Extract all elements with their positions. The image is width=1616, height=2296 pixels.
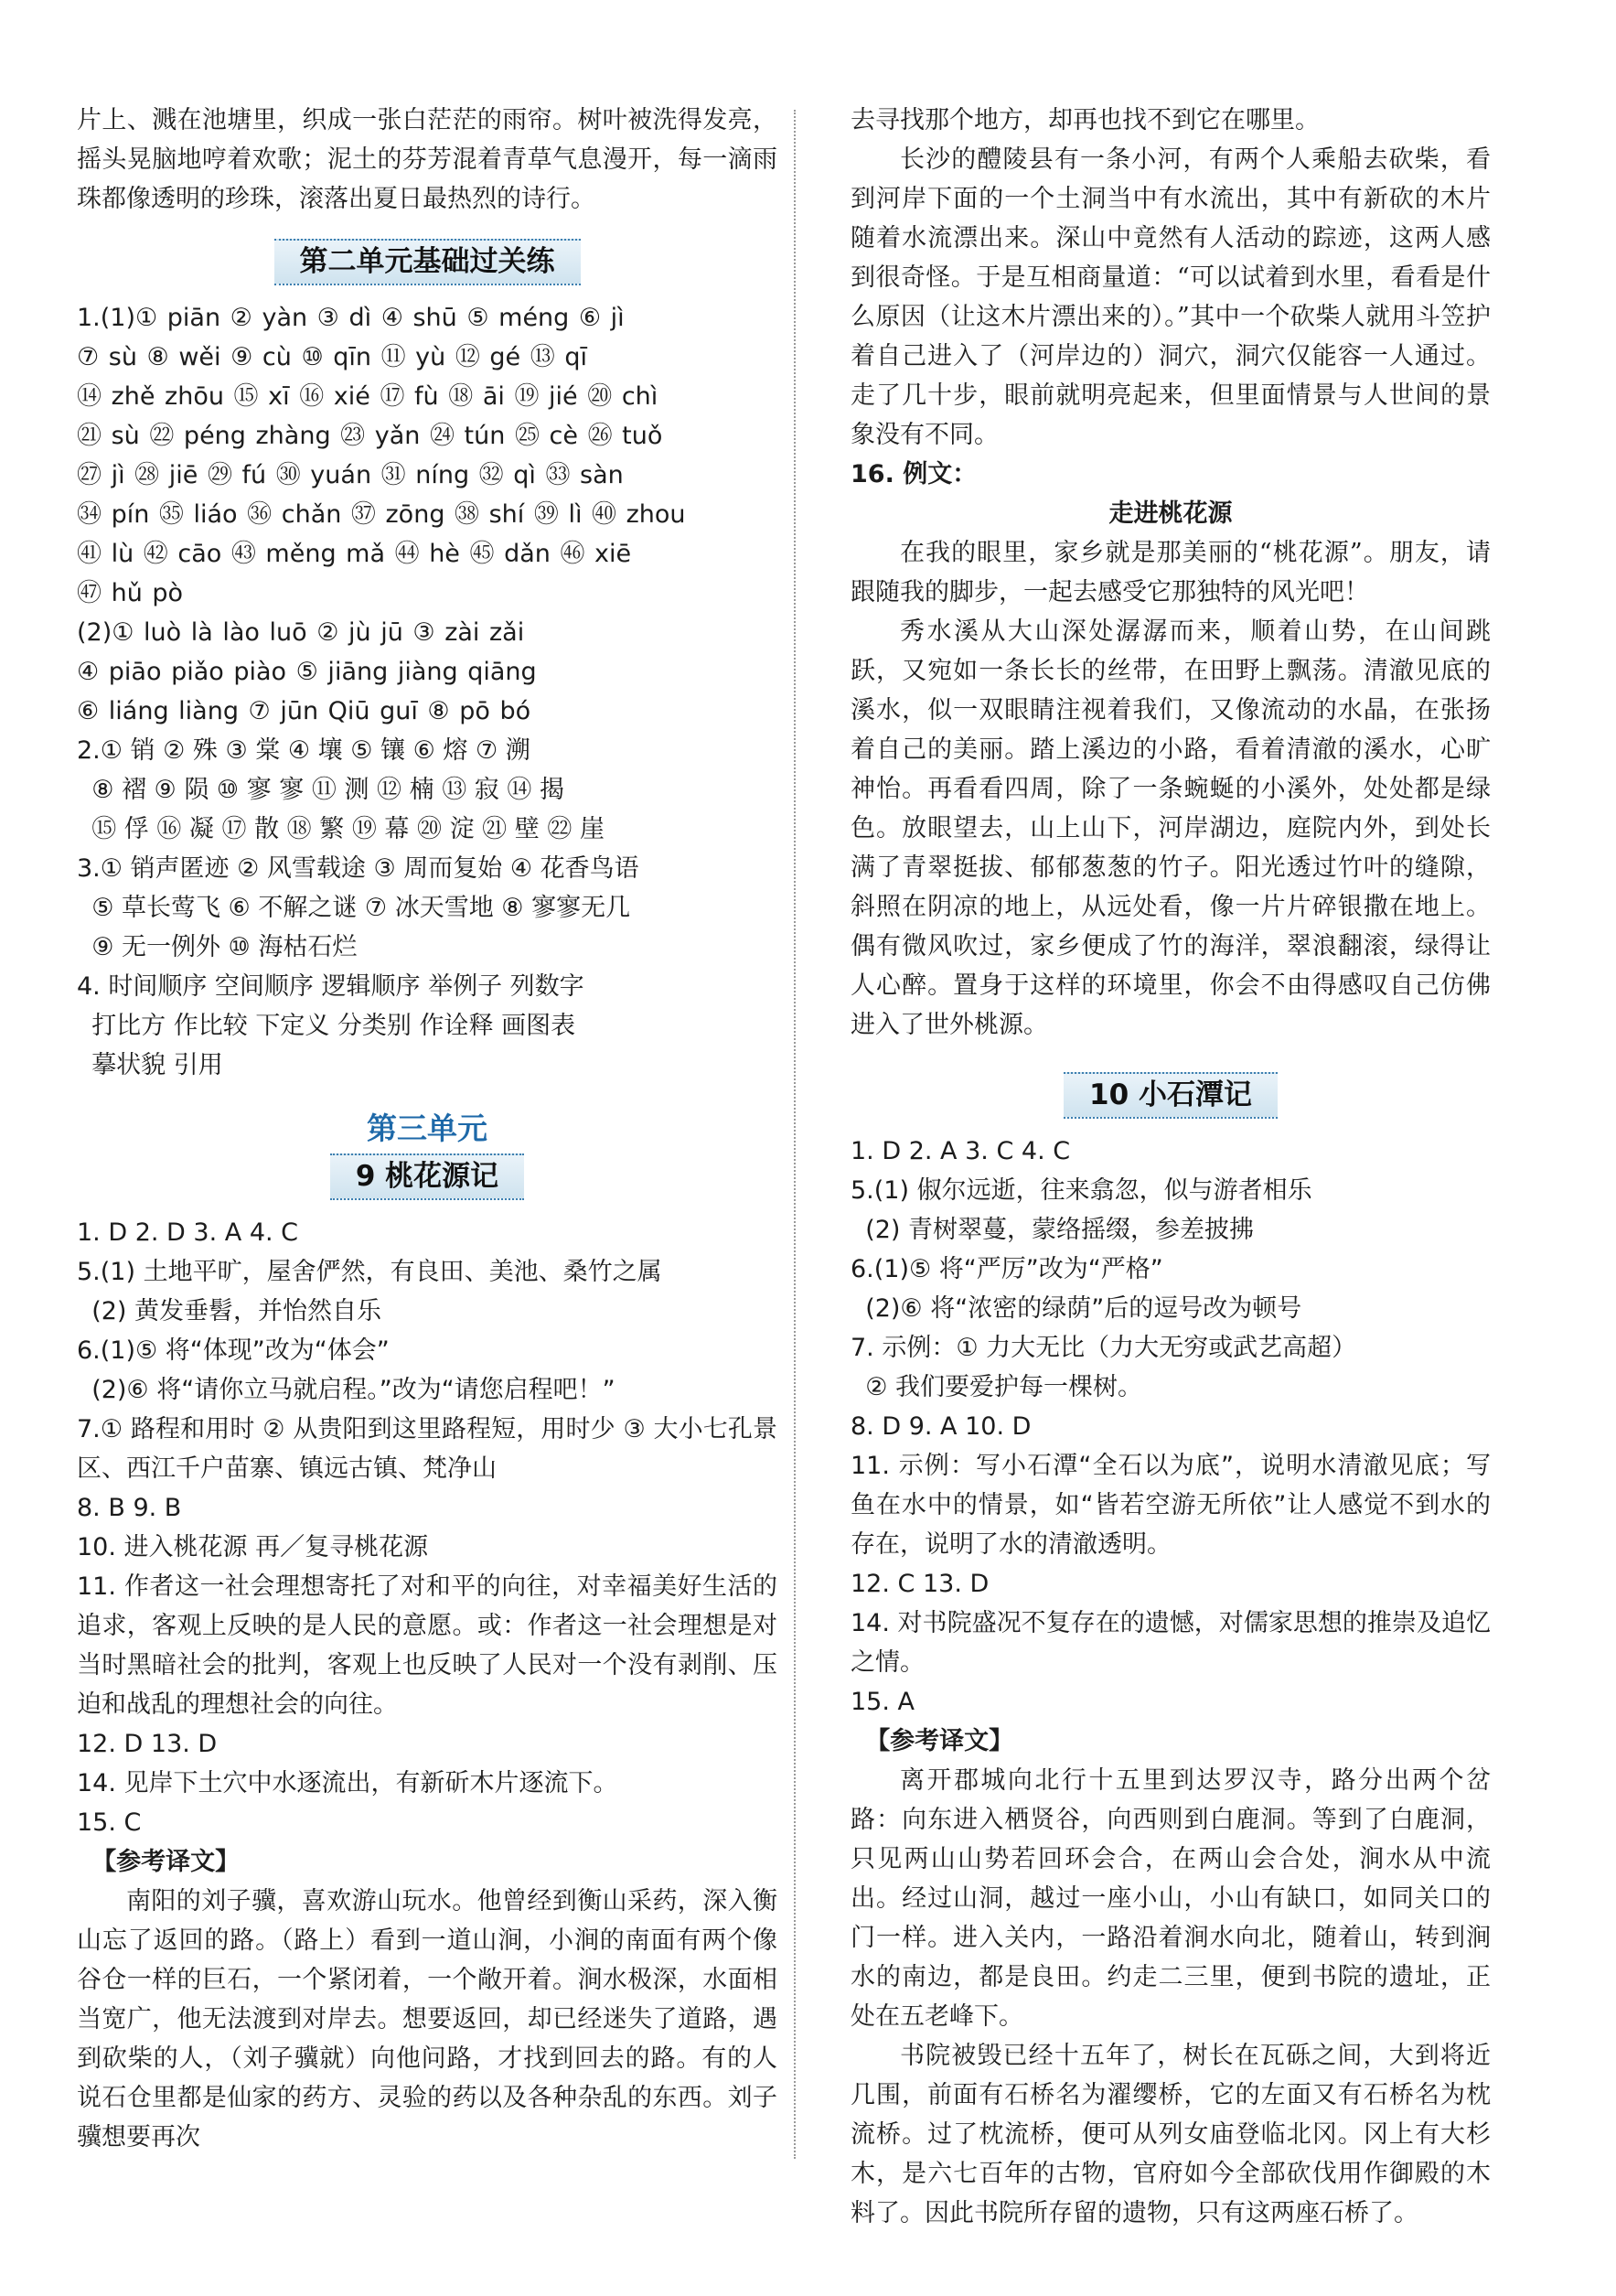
answer-line: 1. D 2. D 3. A 4. C bbox=[77, 1218, 299, 1247]
essay-paragraph-2: 秀水溪从大山深处潺潺而来，顺着山势，在山间跳跃，又宛如一条长长的丝带，在田野上飘荡。清澈见底的溪水，似一双眼睛注视着我们，又像流动的水晶，在张扬着自己的美丽。踏上溪边的小路，看着清澈的溪水，心旷神怡。再看看四周，除了一条蜿蜒的小溪外，处处都是绿色。放眼望去，山上山下，河岸湖边，庭院内外，到处长满了青翠挺拔、郁郁葱葱的竹子。阳光透过竹叶的缝隙，斜照在阴凉的地上，从远处看，像一片片碎银撒在地上。偶有微风吹过，家乡便成了竹的海洋，翠浪翻滚，绿得让人心醉。置身于这样的环境里，你会不由得感叹自己仿佛进入了世外桃源。 bbox=[851, 617, 1491, 1039]
answer-line: ⑦ sù ⑧ wěi ⑨ cù ⑩ qīn ⑪ yù ⑫ gé ⑬ qī bbox=[77, 343, 587, 371]
answer-line: 5.(1) 土地平旷，屋舍俨然，有良田、美池、桑竹之属 bbox=[77, 1258, 662, 1286]
answer-line: 7.① 路程和用时 ② 从贵阳到这里路程短，用时少 ③ 大小七孔景区、西江千户苗寨、镇远古镇、梵净山 bbox=[77, 1415, 777, 1483]
answer-line: 1. D 2. A 3. C 4. C bbox=[851, 1137, 1071, 1165]
left-column bbox=[77, 101, 777, 2157]
answer-line: ② 我们要爱护每一棵树。 bbox=[865, 1373, 1142, 1401]
intro-text: 片上、溅在池塘里，织成一张白茫茫的雨帘。树叶被洗得发亮，摇头晃脑地哼着欢歌；泥土的芬芳混着青草气息漫开，每一滴雨珠都像透明的珍珠，滚落出夏日最热烈的诗行。 bbox=[77, 106, 777, 213]
question-2-block bbox=[77, 731, 777, 849]
answer-line: 5.(1) 俶尔远逝，往来翕忽，似与游者相乐 bbox=[851, 1176, 1312, 1205]
answer-line: ⑭ zhě zhōu ⑮ xī ⑯ xié ⑰ fù ⑱ āi ⑲ jié ⑳ chì bbox=[77, 382, 658, 411]
question-4-block bbox=[77, 967, 777, 1085]
answer-line: 打比方 作比较 下定义 分类别 作诠释 画图表 bbox=[91, 1012, 576, 1040]
answer-line: ㉞ pín ㉟ liáo ㊱ chǎn ㊲ zōng ㊳ shí ㊴ lì ㊵ zhou bbox=[77, 500, 686, 529]
answer-line: 4. 时间顺序 空间顺序 逻辑顺序 举例子 列数字 bbox=[77, 972, 584, 1001]
section-title-unit2-practice: 第二单元基础过关练 bbox=[274, 239, 581, 285]
answer-line: 15. A bbox=[851, 1688, 915, 1716]
answer-line: ⑧ 褶 ⑨ 陨 ⑩ 寥 寥 ⑪ 测 ⑫ 楠 ⑬ 寂 ⑭ 揭 bbox=[91, 776, 564, 804]
answer-line: 摹状貌 引用 bbox=[91, 1051, 223, 1079]
answer-line: 8. D 9. A 10. D bbox=[851, 1412, 1032, 1441]
answer-line: 2.① 销 ② 殊 ③ 棠 ④ 壤 ⑤ 镶 ⑥ 熔 ⑦ 溯 bbox=[77, 736, 530, 765]
lesson-10-title: 10 小石潭记 bbox=[1064, 1072, 1278, 1119]
lesson-heading-wrap bbox=[77, 1153, 777, 1200]
lesson-9-answers bbox=[77, 1213, 777, 2157]
unit-3-title: 第三单元 bbox=[367, 1110, 487, 1146]
reference-translation-label: 【参考译文】 bbox=[865, 1727, 1014, 1755]
essay-paragraph-1: 在我的眼里，家乡就是那美丽的“桃花源”。朋友，请跟随我的脚步，一起去感受它那独特的风光吧！ bbox=[851, 539, 1491, 606]
lesson-9-title: 9 桃花源记 bbox=[330, 1153, 524, 1200]
reference-translation-paragraph-1: 离开郡城向北行十五里到达罗汉寺，路分出两个岔路：向东进入栖贤谷，向西则到白鹿洞。等到了白鹿洞，只见两山山势若回环会合，在两山会合处，涧水从中流出。经过山洞，越过一座小山，小山有缺口，如同关口的门一样。进入关内，一路沿着涧水向北，随着山，转到涧水的南边，都是良田。约走二三里，便到书院的遗址，正处在五老峰下。 bbox=[851, 1766, 1491, 2031]
answer-line: (2) 黄发垂髫，并怡然自乐 bbox=[91, 1297, 382, 1325]
answer-line: ⑮ 俘 ⑯ 凝 ⑰ 散 ⑱ 繁 ⑲ 幕 ⑳ 淀 ㉑ 壁 ㉒ 崖 bbox=[91, 815, 605, 843]
answer-line: ㉗ jì ㉘ jiē ㉙ fú ㉚ yuán ㉛ níng ㉜ qì ㉝ sàn bbox=[77, 461, 624, 489]
answer-line: ⑤ 草长莺飞 ⑥ 不解之谜 ⑦ 冰天雪地 ⑧ 寥寥无几 bbox=[91, 894, 631, 922]
answer-line: 6.(1)⑤ 将“体现”改为“体会” bbox=[77, 1336, 390, 1365]
column-divider bbox=[794, 110, 796, 2159]
answer-line: (2)⑥ 将“浓密的绿荫”后的逗号改为顿号 bbox=[865, 1294, 1302, 1323]
answer-line: 6.(1)⑤ 将“严厉”改为“严格” bbox=[851, 1255, 1163, 1283]
answer-line: ⑨ 无一例外 ⑩ 海枯石烂 bbox=[91, 933, 358, 961]
section-heading-wrap bbox=[77, 239, 777, 285]
answer-line: 7. 示例：① 力大无比（力大无穷或武艺高超） bbox=[851, 1334, 1357, 1362]
answer-line: ⑥ liáng liàng ⑦ jūn Qiū guī ⑧ pō bó bbox=[77, 697, 531, 725]
question-3-block bbox=[77, 849, 777, 967]
lesson-heading-wrap bbox=[851, 1072, 1491, 1119]
question-16-label: 16. 例文： bbox=[851, 460, 978, 488]
answer-line: 12. D 13. D bbox=[77, 1730, 218, 1758]
answer-line: ④ piāo piǎo piào ⑤ jiāng jiàng qiāng bbox=[77, 658, 537, 686]
reference-translation-paragraph-2: 书院被毁已经十五年了，树长在瓦砾之间，大到将近几围，前面有石桥名为濯缨桥，它的左面又有石桥名为枕流桥。过了枕流桥，便可从列女庙登临北冈。冈上有大杉木，是六七百年的古物，官府如今全部砍伐用作御殿的木料了。因此书院所存留的遗物，只有这两座石桥了。 bbox=[851, 2042, 1491, 2227]
translation-paragraph: 长沙的醴陵县有一条小河，有两个人乘船去砍柴，看到河岸下面的一个土洞当中有水流出，其中有新砍的木片随着水流漂出来。深山中竟然有人活动的踪迹，这两人感到很奇怪。于是互相商量道：“可以试着到水里，看看是什么原因（让这木片漂出来的）。”其中一个砍柴人就用斗笠护着自己进入了（河岸边的）洞穴，洞穴仅能容一人通过。走了几十步，眼前就明亮起来，但里面情景与人世间的景象没有不同。 bbox=[851, 145, 1491, 449]
answer-line: 12. C 13. D bbox=[851, 1570, 990, 1598]
answer-line: (2)① luò là lào luō ② jù jū ③ zài zǎi bbox=[77, 618, 525, 647]
answer-line: ㉑ sù ㉒ péng zhàng ㉓ yǎn ㉔ tún ㉕ cè ㉖ tuǒ bbox=[77, 422, 663, 450]
answer-line: 14. 见岸下土穴中水逐流出，有新斫木片逐流下。 bbox=[77, 1769, 618, 1797]
answer-line: ㊶ lù ㊷ cāo ㊸ měng mǎ ㊹ hè ㊺ dǎn ㊻ xiē bbox=[77, 540, 632, 568]
answer-line: 1.(1)① piān ② yàn ③ dì ④ shū ⑤ méng ⑥ jì bbox=[77, 304, 625, 332]
question-1-block bbox=[77, 298, 777, 731]
reference-translation-text: 南阳的刘子骥，喜欢游山玩水。他曾经到衡山采药，深入衡山忘了返回的路。（路上）看到一道山涧，小涧的南面有两个像谷仓一样的巨石，一个紧闭着，一个敞开着。涧水极深，水面相当宽广，他无法渡到对岸去。想要返回，却已经迷失了道路，遇到砍柴的人，（刘子骥就）向他问路，才找到回去的路。有的人说石仓里都是仙家的药方、灵验的药以及各种杂乱的东西。刘子骥想要再次 bbox=[77, 1887, 777, 2151]
lesson-10-answers bbox=[851, 1132, 1491, 2233]
answer-line: (2)⑥ 将“请你立马就启程。”改为“请您启程吧！” bbox=[91, 1376, 615, 1404]
answer-line: (2) 青树翠蔓，蒙络摇缀，参差披拂 bbox=[865, 1216, 1255, 1244]
answer-line: ㊼ hǔ pò bbox=[77, 579, 184, 607]
essay-title: 走进桃花源 bbox=[1108, 499, 1233, 528]
answer-line: 14. 对书院盛况不复存在的遗憾，对儒家思想的推崇及追忆之情。 bbox=[851, 1609, 1491, 1677]
right-column bbox=[851, 101, 1491, 2233]
reference-translation-label: 【参考译文】 bbox=[91, 1848, 241, 1876]
answer-line: 11. 作者这一社会理想寄托了对和平的向往，对幸福美好生活的追求，客观上反映的是人民的意愿。或：作者这一社会理想是对当时黑暗社会的批判，客观上也反映了人民对一个没有剥削、压迫和战乱的理想社会的向往。 bbox=[77, 1572, 777, 1719]
answer-line: 8. B 9. B bbox=[77, 1494, 182, 1522]
answer-line: 3.① 销声匿迹 ② 风雪载途 ③ 周而复始 ④ 花香鸟语 bbox=[77, 854, 639, 883]
translation-continued: 去寻找那个地方，却再也找不到它在哪里。 bbox=[851, 106, 1320, 134]
answer-line: 15. C bbox=[77, 1808, 142, 1837]
answer-line: 10. 进入桃花源 再／复寻桃花源 bbox=[77, 1533, 429, 1561]
answer-line: 11. 示例：写小石潭“全石以为底”，说明水清澈见底；写鱼在水中的情景，如“皆若空游无所依”让人感觉不到水的存在，说明了水的清澈透明。 bbox=[851, 1452, 1491, 1559]
